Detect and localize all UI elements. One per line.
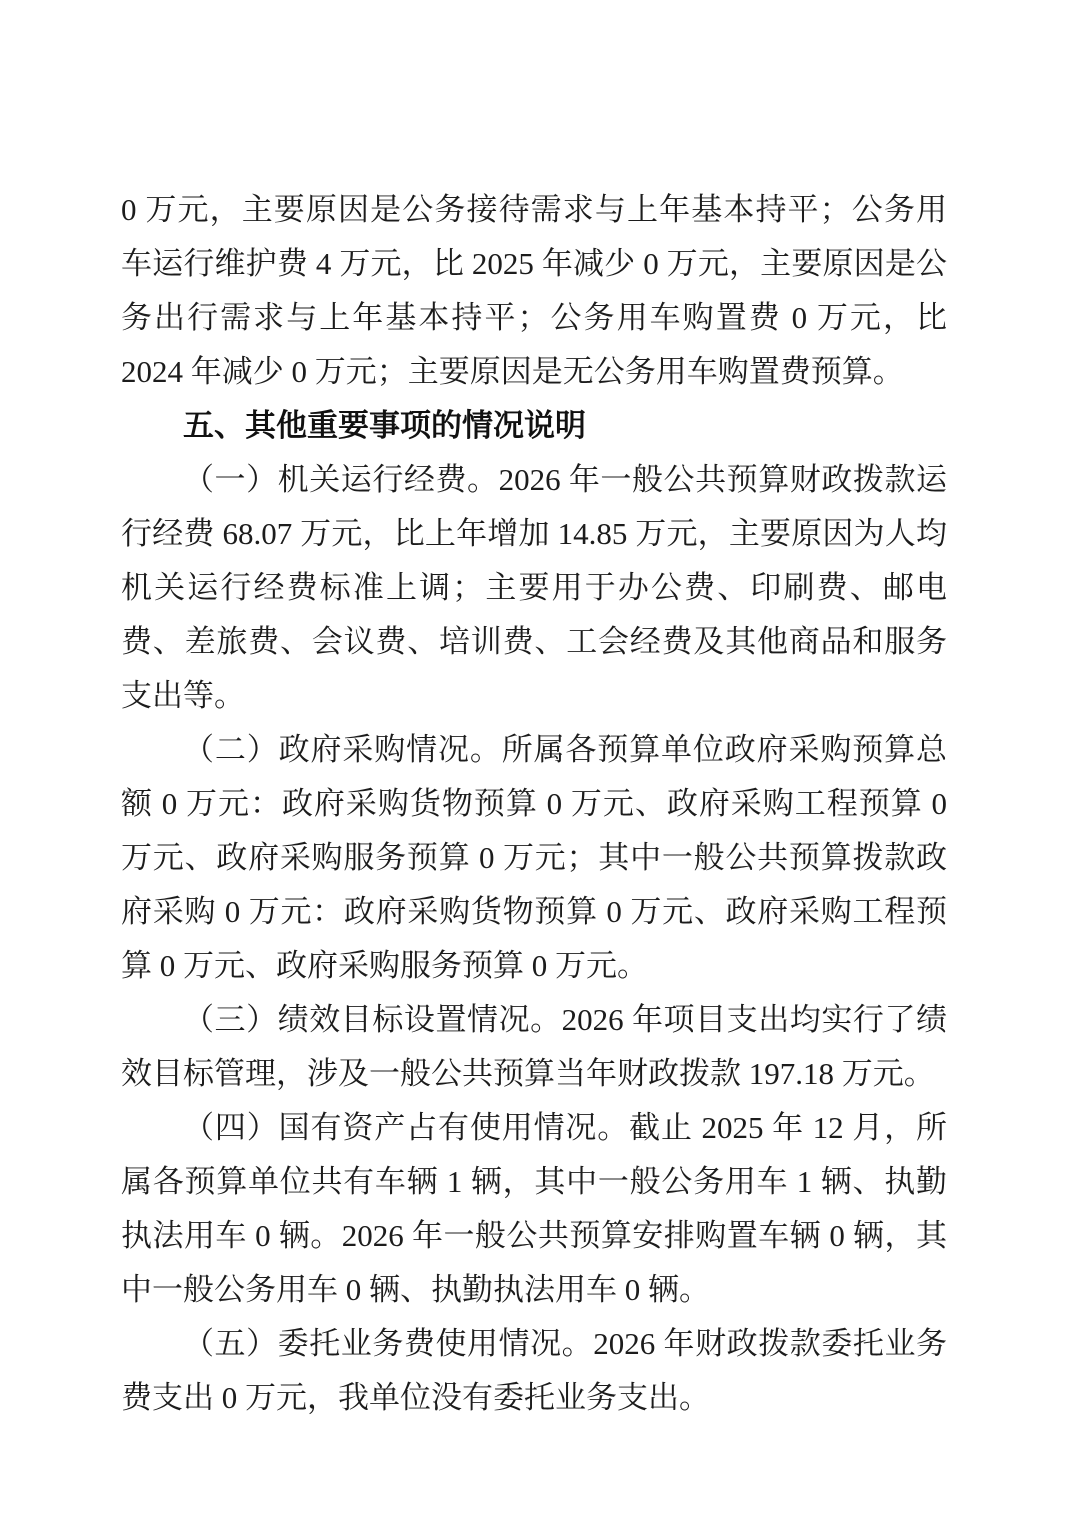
paragraph-state-owned-assets: （四）国有资产占有使用情况。截止 2025 年 12 月，所属各预算单位共有车辆 1 辆，其中一般公务用车 1 辆、执勤执法用车 0 辆。2026 年一般公共预算安排购置车辆 0 辆，其中一般公务用车 0 辆、执勤执法用车 0 辆。 <box>121 1110 947 1307</box>
document-body <box>121 183 947 1425</box>
paragraph-continuation-sangong-expense: 0 万元，主要原因是公务接待需求与上年基本持平；公务用车运行维护费 4 万元，比 2025 年减少 0 万元，主要原因是公务出行需求与上年基本持平；公务用车购置费 0 万元，比 2024 年减少 0 万元；主要原因是无公务用车购置费预算。 <box>121 192 947 389</box>
section-heading-other-important-matters: 五、其他重要事项的情况说明 <box>183 408 586 443</box>
paragraph-entrusted-business-fees: （五）委托业务费使用情况。2026 年财政拨款委托业务费支出 0 万元，我单位没有委托业务支出。 <box>121 1326 947 1415</box>
paragraph-performance-targets: （三）绩效目标设置情况。2026 年项目支出均实行了绩效目标管理，涉及一般公共预算当年财政拨款 197.18 万元。 <box>121 1002 947 1091</box>
paragraph-government-procurement: （二）政府采购情况。所属各预算单位政府采购预算总额 0 万元：政府采购货物预算 0 万元、政府采购工程预算 0 万元、政府采购服务预算 0 万元；其中一般公共预算拨款政府采购 0 万元：政府采购货物预算 0 万元、政府采购工程预算 0 万元、政府采购服务预算 0 万元。 <box>121 732 947 983</box>
paragraph-agency-operating-funds: （一）机关运行经费。2026 年一般公共预算财政拨款运行经费 68.07 万元，比上年增加 14.85 万元，主要原因为人均机关运行经费标准上调；主要用于办公费、印刷费、邮电费、差旅费、会议费、培训费、工会经费及其他商品和服务支出等。 <box>121 462 947 713</box>
